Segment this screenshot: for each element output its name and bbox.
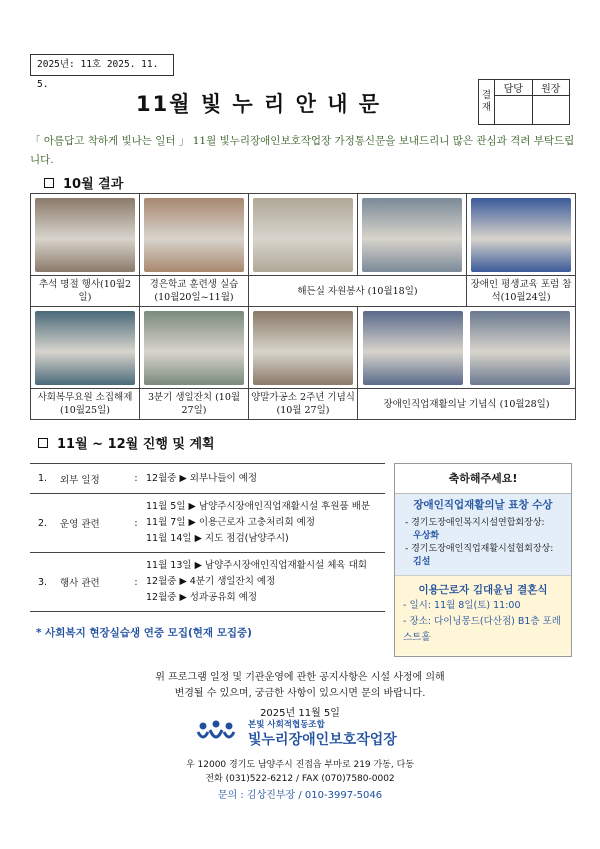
footer-notice xyxy=(60,670,540,702)
congratulations-box xyxy=(394,463,572,657)
checkbox-square-icon xyxy=(38,438,48,448)
notice-line: 위 프로그램 일정 및 기관운영에 관한 공지사항은 시설 사정에 의해 xyxy=(155,672,445,683)
event-photo xyxy=(35,198,135,272)
checkbox-square-icon xyxy=(44,178,54,188)
photo-caption: 추석 명절 행사(10월2일) xyxy=(31,276,140,307)
organization-subtitle: 본빛 사회적협동조합 xyxy=(248,720,325,730)
section-plan-heading xyxy=(38,433,215,452)
contact-line: 문의 : 김상진부장 / 010-3997-5046 xyxy=(217,790,383,801)
approval-col-director: 원장 xyxy=(532,80,570,96)
plan-item: 11월 7일 ▶ 이용근로자 고충처리회 예정 xyxy=(146,517,316,528)
plan-row-number: 3. xyxy=(30,553,60,612)
photo-caption: 경은학교 훈련생 실습 (10월20일~11월) xyxy=(140,276,249,307)
plan-row: 1. 외부 일정 : 12월중 ▶ 외부나들이 예정 xyxy=(30,464,385,494)
event-photo xyxy=(253,311,353,385)
plan-item: 12월중 ▶ 성과공유회 예정 xyxy=(146,592,258,603)
event-photo xyxy=(253,198,353,272)
congrats-title: 축하해주세요! xyxy=(395,464,571,494)
event-photo xyxy=(144,311,244,385)
photo-caption: 사회복무요원 소집해제(10월25일) xyxy=(31,389,140,420)
organization-logo-icon xyxy=(196,720,236,746)
plan-item: 11월 5일 ▶ 남양주시장애인직업재활시설 후원품 배분 xyxy=(146,501,371,512)
photo-caption: 장애인 평생교육 포럼 참석(10월24일) xyxy=(467,276,576,307)
address-block xyxy=(0,758,600,786)
plan-row-category: 운영 관련 xyxy=(60,494,130,553)
address-line: 우 12000 경기도 남양주시 진접읍 부마로 219 가동, 다동 xyxy=(185,760,415,770)
plan-row-category: 외부 일정 xyxy=(60,464,130,494)
award-section xyxy=(395,494,571,575)
wedding-date: - 일시: 11월 8일(토) 11:00 xyxy=(403,600,521,611)
event-photo xyxy=(471,198,571,272)
event-photo xyxy=(144,198,244,272)
wedding-place: - 장소: 다이닝몽드(다산점) B1층 포레스트홀 xyxy=(403,616,561,643)
award-org: - 경기도장애인복지시설연합회장상: xyxy=(405,518,545,528)
event-photo xyxy=(35,311,135,385)
document-title: 11월 빛 누 리 안 내 문 xyxy=(136,92,382,116)
event-photo xyxy=(362,198,462,272)
approval-stamp-table xyxy=(478,79,570,125)
october-photo-table xyxy=(30,193,576,420)
plan-item: 12월중 ▶ 4분기 생일잔치 예정 xyxy=(146,576,276,587)
approval-sign-director xyxy=(532,96,570,125)
issue-date: 2025년 11월 5일 xyxy=(260,708,340,719)
intro-message: 「 아름답고 착하게 빛나는 일터 」 11월 빛누리장애인보호작업장 가정통신문을 보내드리니 많은 관심과 격려 부탁드립니다. xyxy=(30,135,575,166)
award-recipient: 김설 xyxy=(413,557,431,567)
notice-line: 변경될 수 있으며, 궁금한 사항이 있으시면 문의 바랍니다. xyxy=(174,688,426,699)
wedding-section xyxy=(395,575,571,655)
plan-item: 11월 14일 ▶ 지도 점검(남양주시) xyxy=(146,533,289,544)
event-photo xyxy=(470,311,570,385)
approval-sign-staff xyxy=(495,96,533,125)
plan-row: 2. 운영 관련 : 11월 5일 ▶ 남양주시장애인직업재활시설 후원품 배분 11월 7일 ▶ 이용근로자 고충처리회 예정 11월 14일 ▶ 지도 점검(남양주시) xyxy=(30,494,385,553)
section-title: 11월 ~ 12월 진행 및 계획 xyxy=(57,437,215,452)
photo-caption: 양말가공소 2주년 기념식(10월 27일) xyxy=(249,389,358,420)
approval-col-staff: 담당 xyxy=(495,80,533,96)
phone-line: 전화 (031)522-6212 / FAX (070)7580-0002 xyxy=(205,774,395,784)
plan-row: 3. 행사 관련 : 11월 13일 ▶ 남양주시장애인직업재활시설 체육 대회 12월중 ▶ 4분기 생일잔치 예정 12월중 ▶ 성과공유회 예정 xyxy=(30,553,385,612)
issue-info-box: 2025년: 11호 2025. 11. 5. xyxy=(30,54,174,76)
wedding-title: 이용근로자 김대윤님 결혼식 xyxy=(418,584,548,596)
photo-caption: 3분기 생일잔치 (10월 27일) xyxy=(140,389,249,420)
photo-caption-text: 해든실 자원봉사 (10월18일) xyxy=(297,285,418,297)
award-title: 장애인직업재활의날 표창 수상 xyxy=(413,499,553,511)
photo-caption xyxy=(249,276,467,307)
award-recipient: 우상화 xyxy=(413,531,440,541)
plan-table xyxy=(30,463,385,612)
section-october-results-heading xyxy=(44,173,123,192)
intern-recruit-notice: * 사회복지 현장실습생 연중 모집(현재 모집중) xyxy=(36,627,252,639)
plan-row-category: 행사 관련 xyxy=(60,553,130,612)
plan-item: 12월중 ▶ 외부나들이 예정 xyxy=(146,472,258,484)
organization-name: 빛누리장애인보호작업장 xyxy=(248,732,397,748)
plan-item: 11월 13일 ▶ 남양주시장애인직업재활시설 체육 대회 xyxy=(146,560,367,571)
photo-caption: 장애인직업재활의날 기념식 (10월28일) xyxy=(358,389,576,420)
plan-row-number: 2. xyxy=(30,494,60,553)
award-org: - 경기도장애인직업재활시설협회장상: xyxy=(405,544,554,554)
approval-side-label: 결재 xyxy=(479,80,495,125)
section-title: 10월 결과 xyxy=(63,177,124,192)
event-photo xyxy=(363,311,463,385)
plan-row-number: 1. xyxy=(30,464,60,494)
